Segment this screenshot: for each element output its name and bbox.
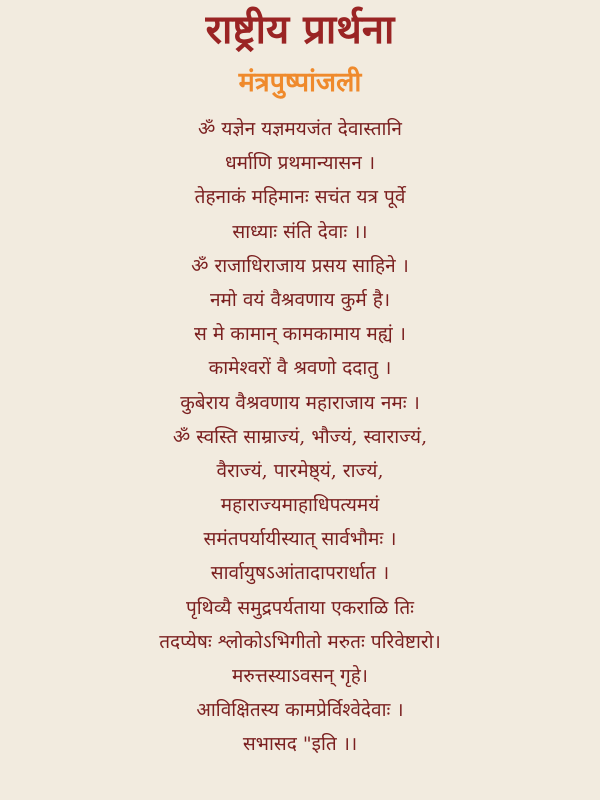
verse-line: तदप्येषः श्लोकोऽभिगीतो मरुतः परिवेष्टारो। <box>159 630 441 653</box>
verse-line: मरुत्तस्याऽवसन् गृहे। <box>231 665 369 687</box>
verse-line: ॐ स्वस्ति साम्राज्यं, भौज्यं, स्वाराज्यं, <box>172 425 428 448</box>
verse-line: ॐ राजाधिराजाय प्रसय साहिने । <box>191 254 409 277</box>
verse-line: कुबेराय वैश्रवणाय महाराजाय नमः । <box>180 391 420 414</box>
verse-line: नमो वयं वैश्रवणाय कुर्म है। <box>209 288 391 311</box>
page-subtitle: मंत्रपुष्पांजली <box>238 67 362 98</box>
verse-line: ॐ यज्ञेन यज्ञमयजंत देवास्तानि <box>198 118 402 140</box>
verse-line: तेहनाकं महिमानः सचंत यत्र पूर्वे <box>194 186 406 209</box>
verse-line: आविक्षितस्य कामप्रेर्विश्वेदेवाः । <box>196 699 404 722</box>
verse-line: समंतपर्यायीस्यात् सार्वभौमः । <box>203 528 397 551</box>
verse-line: सार्वायुषऽआंतादापरार्धात । <box>210 562 390 585</box>
verse-line: महाराज्यमाहाधिपत्यमयं <box>220 494 380 517</box>
verse-line: सभासद "इति ।। <box>242 733 358 756</box>
verse-list <box>0 112 600 762</box>
verse-line: पृथिव्यै समुद्रपर्यताया एकराळि तिः <box>185 596 415 619</box>
verse-line: साध्याः संति देवाः ।। <box>232 220 368 243</box>
verse-line: स मे कामान् कामकामाय मह्यं । <box>194 323 406 346</box>
verse-line: वैराज्यं, पारमेष्ठ्यं, राज्यं, <box>216 459 384 482</box>
verse-line: धर्माणि प्रथमान्यासन । <box>224 152 376 175</box>
page-title: राष्ट्रीय प्रार्थना <box>205 6 395 53</box>
verse-line: कामेश्वरों वै श्रवणो ददातु । <box>208 357 392 380</box>
